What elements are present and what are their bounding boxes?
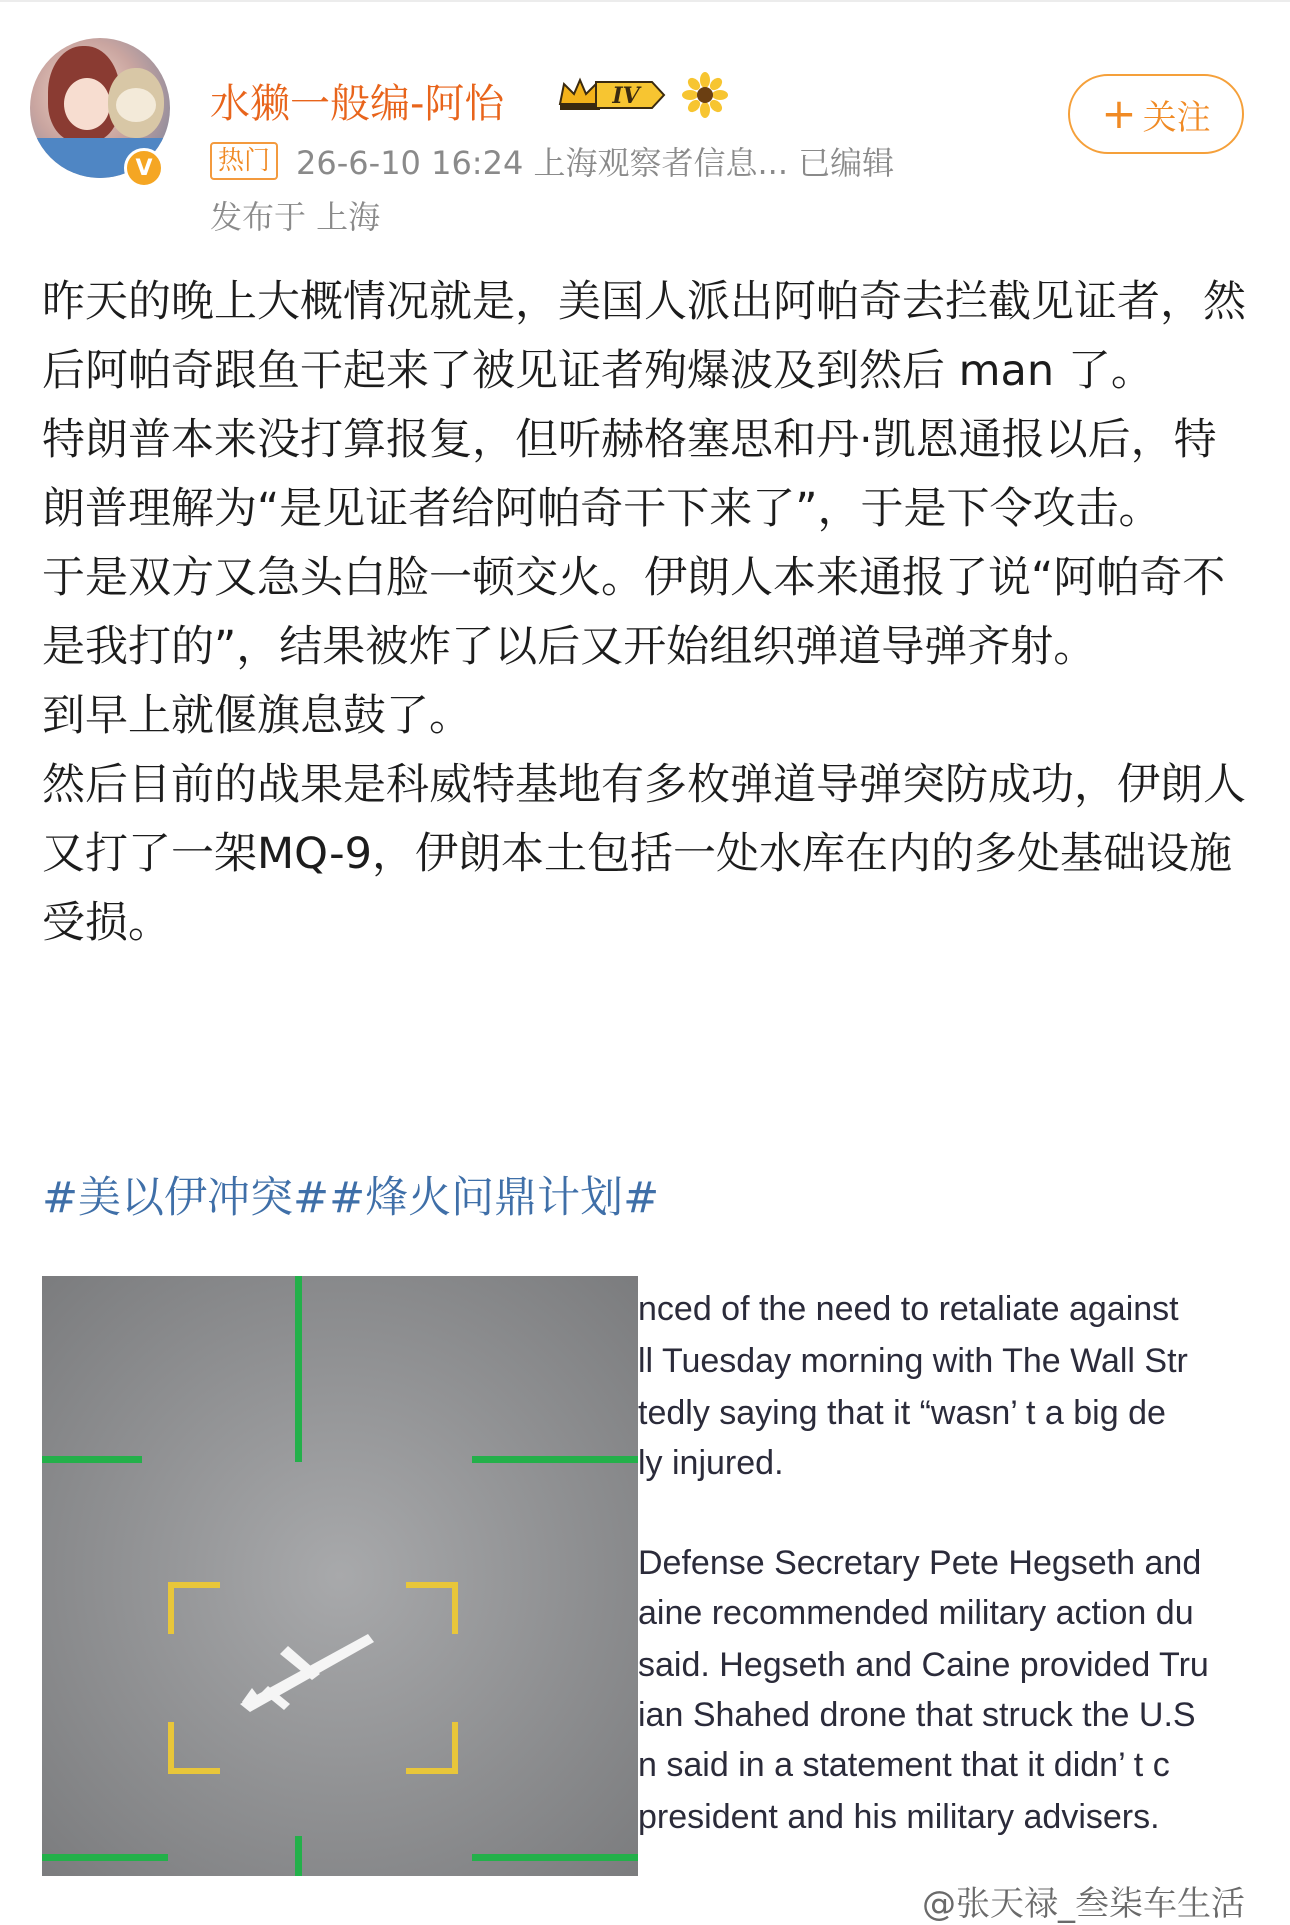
hashtags (42, 1164, 659, 1233)
reticle-line (295, 1276, 302, 1462)
post-image[interactable] (42, 1276, 1254, 1876)
article-line: tedly saying that it “wasn’ t a big de (638, 1394, 1166, 1432)
article-line: n said in a statement that it didn’ t c (638, 1746, 1170, 1784)
reticle-line (42, 1854, 168, 1861)
follow-button[interactable] (1068, 74, 1244, 154)
hashtag-link[interactable]: #美以伊冲突# (42, 1173, 330, 1223)
target-bracket (168, 1722, 220, 1774)
reticle-line (295, 1836, 302, 1876)
target-bracket (406, 1582, 458, 1634)
reticle-line (472, 1854, 638, 1861)
article-line: ll Tuesday morning with The Wall Str (638, 1342, 1188, 1380)
post-meta (210, 140, 894, 182)
hot-badge: 热门 (210, 142, 278, 180)
drone-silhouette-icon (228, 1616, 378, 1726)
post-location: 发布于 上海 (210, 198, 381, 236)
sunflower-icon (682, 72, 728, 118)
post-paragraph: 特朗普本来没打算报复，但听赫格塞思和丹·凯恩通报以后，特朗普理解为“是见证者给阿帕奇干下来了”，于是下令攻击。 (42, 415, 1217, 534)
article-line: Defense Secretary Pete Hegseth and (638, 1544, 1202, 1582)
target-bracket (168, 1582, 220, 1634)
post-paragraph: 昨天的晚上大概情况就是，美国人派出阿帕奇去拦截见证者，然后阿帕奇跟鱼干起来了被见证者殉爆波及到然后 man 了。 (42, 277, 1246, 396)
avatar-face (64, 78, 110, 130)
reticle-line (472, 1456, 638, 1463)
post-paragraph: 到早上就偃旗息鼓了。 (42, 691, 472, 741)
avatar-otter-face (116, 88, 156, 122)
username[interactable]: 水獭一般编-阿怡 (210, 81, 505, 127)
verified-icon: V (124, 148, 164, 188)
post-body (42, 268, 1252, 958)
plus-icon: + (1101, 89, 1137, 138)
article-line: said. Hegseth and Caine provided Tru (638, 1646, 1209, 1684)
article-line: ly injured. (638, 1444, 784, 1482)
crown-level-icon[interactable] (556, 74, 668, 116)
post-time-source: 26-6-10 16:24 上海观察者信息... 已编辑 (296, 144, 895, 182)
article-line: ian Shahed drone that struck the U.S (638, 1696, 1196, 1734)
follow-label: 关注 (1142, 97, 1211, 138)
post-paragraph: 然后目前的战果是科威特基地有多枚弹道导弹突防成功，伊朗人又打了一架MQ-9，伊朗本土包括一处水库在内的多处基础设施受损。 (42, 760, 1246, 948)
reticle-line (42, 1456, 142, 1463)
article-line: president and his military advisers. (638, 1798, 1160, 1836)
news-article-excerpt (638, 1276, 1254, 1876)
top-divider (0, 0, 1290, 2)
drone-video-frame (42, 1276, 638, 1876)
watermark: @张天禄_叁柒车生活 (922, 1884, 1245, 1924)
target-bracket (406, 1722, 458, 1774)
level-badge-text: IV (612, 83, 640, 109)
hashtag-link[interactable]: #烽火问鼎计划# (329, 1173, 660, 1223)
post-paragraph: 于是双方又急头白脸一顿交火。伊朗人本来通报了说“阿帕奇不是我打的”，结果被炸了以后又开始组织弹道导弹齐射。 (42, 553, 1226, 672)
article-line: aine recommended military action du (638, 1594, 1194, 1632)
article-line: nced of the need to retaliate against (638, 1290, 1179, 1328)
